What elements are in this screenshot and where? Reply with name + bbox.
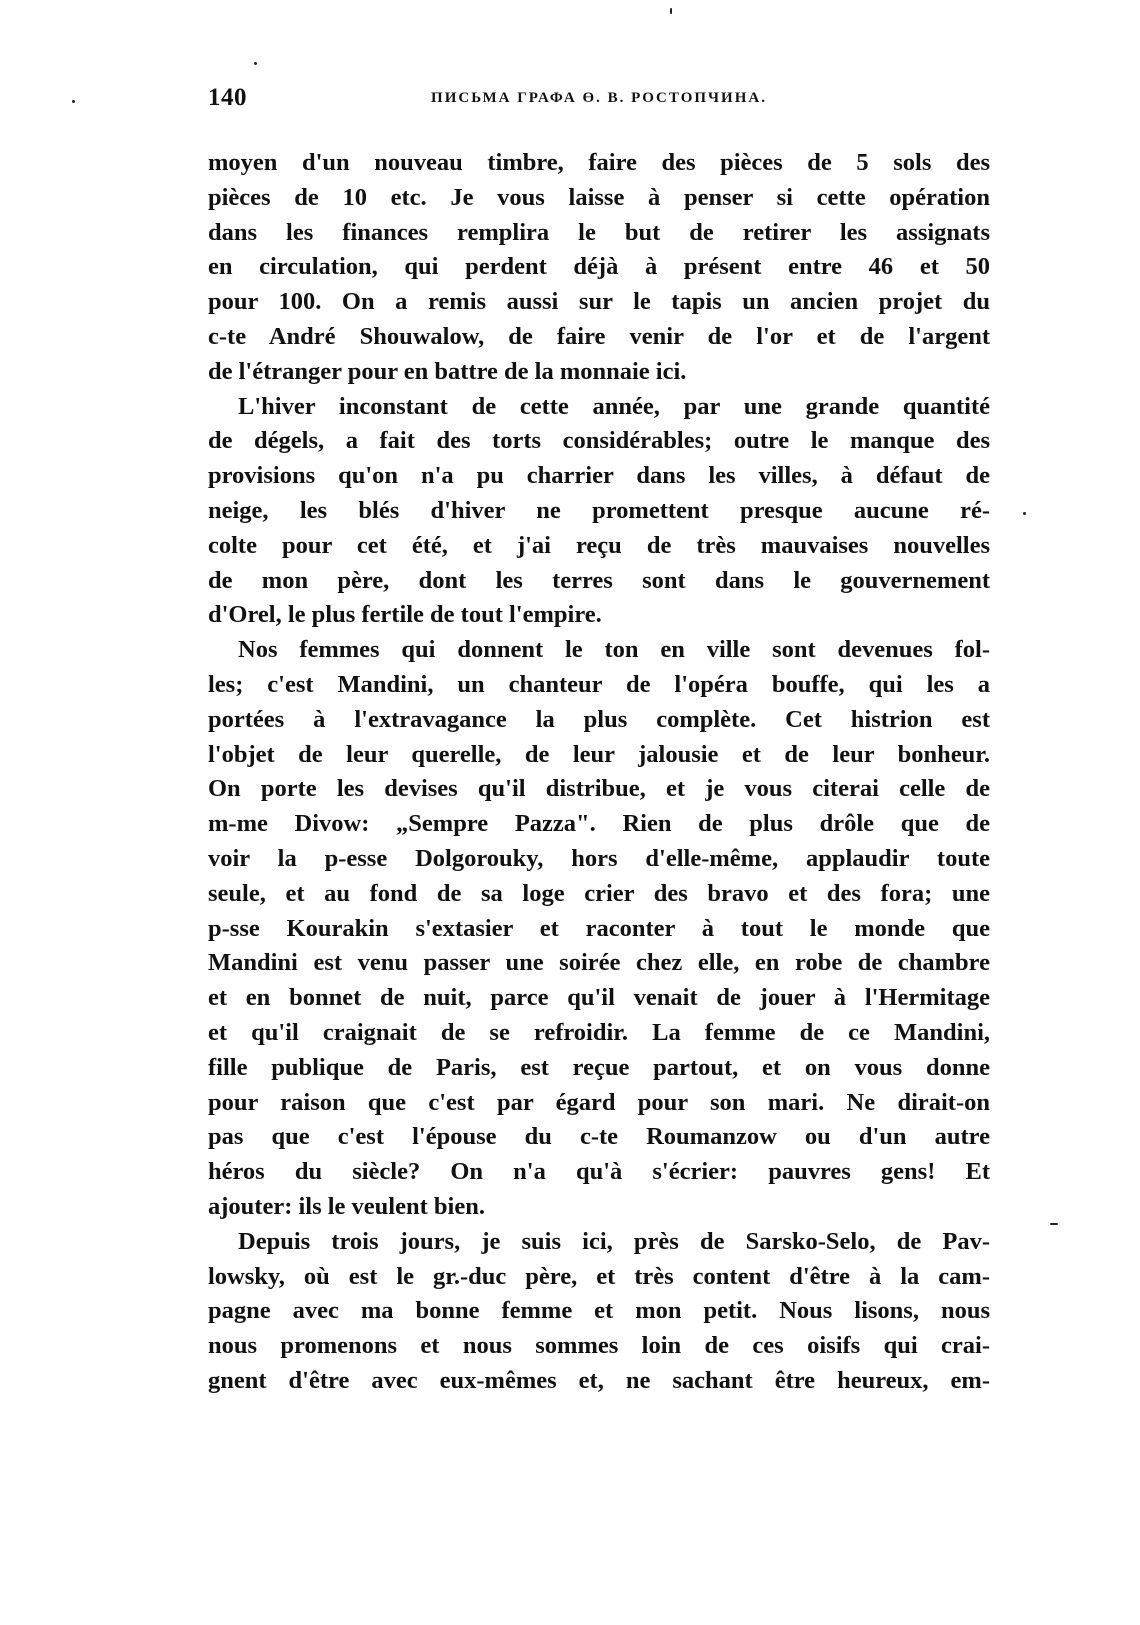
text-line: de dégels, a fait des torts considérables; outre le manque des: [208, 427, 990, 455]
text-line: On porte les devises qu'il distribue, et je vous citerai celle de: [208, 775, 990, 803]
page-number: 140: [208, 84, 247, 111]
paragraph-4: [208, 1225, 990, 1399]
text-line: colte pour cet été, et j'ai reçu de très mauvaises nouvelles: [208, 531, 990, 559]
text-line: et qu'il craignait de se refroidir. La femme de ce Mandini,: [208, 1018, 990, 1046]
text-line: gnent d'être avec eux-mêmes et, ne sachant être heureux, em-: [208, 1366, 990, 1394]
text-line: l'objet de leur querelle, de leur jalousie et de leur bonheur.: [208, 740, 990, 768]
running-title: ПИСЬМА ГРАФА Ө. В. РОСТОПЧИНА.: [431, 90, 767, 106]
text-line: moyen d'un nouveau timbre, faire des pièces de 5 sols des: [208, 149, 990, 176]
text-line: Nos femmes qui donnent le ton en ville sont devenues fol-: [238, 636, 990, 664]
running-head: [208, 84, 990, 118]
text-line: d'Orel, le plus fertile de tout l'empire.: [208, 601, 602, 629]
text-line: c-te André Shouwalow, de faire venir de l'or et de l'argent: [208, 322, 990, 350]
text-line: en circulation, qui perdent déjà à présent entre 46 et 50: [208, 253, 990, 281]
text-line: pour raison que c'est par égard pour son mari. Ne dirait-on: [208, 1088, 990, 1116]
text-line: m-me Divow: „Sempre Pazza". Rien de plus drôle que de: [208, 810, 990, 838]
text-line: voir la p-esse Dolgorouky, hors d'elle-même, applaudir toute: [208, 844, 990, 872]
text-line: p-sse Kourakin s'extasier et raconter à tout le monde que: [208, 914, 990, 942]
text-line: les; c'est Mandini, un chanteur de l'opéra bouffe, qui les a: [208, 670, 990, 698]
text-line: provisions qu'on n'a pu charrier dans les villes, à défaut de: [208, 462, 990, 490]
scan-speck: [254, 62, 257, 65]
text-line: Mandini est venu passer une soirée chez elle, en robe de chambre: [208, 949, 990, 977]
scan-speck: [72, 100, 75, 103]
text-line: nous promenons et nous sommes loin de ces oisifs qui crai-: [208, 1332, 990, 1360]
text-line: pas que c'est l'épouse du c-te Roumanzow ou d'un autre: [208, 1123, 990, 1151]
text-line: L'hiver inconstant de cette année, par une grande quantité: [238, 392, 990, 420]
scan-speck: [1023, 512, 1026, 515]
scan-speck: [670, 8, 672, 14]
text-line: lowsky, où est le gr.-duc père, et très content d'être à la cam-: [208, 1262, 990, 1290]
paragraph-2: [208, 390, 990, 634]
body-text: [208, 146, 990, 1399]
text-line: pour 100. On a remis aussi sur le tapis un ancien projet du: [208, 288, 990, 316]
text-line: de mon père, dont les terres sont dans le gouvernement: [208, 566, 990, 594]
text-line: pièces de 10 etc. Je vous laisse à penser si cette opération: [208, 183, 990, 211]
text-line: héros du siècle? On n'a qu'à s'écrier: pauvres gens! Et: [208, 1158, 990, 1186]
text-line: seule, et au fond de sa loge crier des bravo et des fora; une: [208, 879, 990, 907]
paragraph-1: [208, 146, 990, 390]
text-line: ajouter: ils le veulent bien.: [208, 1192, 485, 1220]
text-line: portées à l'extravagance la plus complète. Cet histrion est: [208, 705, 990, 733]
text-line: et en bonnet de nuit, parce qu'il venait de jouer à l'Hermitage: [208, 984, 990, 1012]
paragraph-3: [208, 633, 990, 1225]
text-line: de l'étranger pour en battre de la monnaie ici.: [208, 357, 687, 385]
text-line: fille publique de Paris, est reçue partout, et on vous donne: [208, 1053, 990, 1081]
text-line: neige, les blés d'hiver ne promettent presque aucune ré-: [208, 496, 990, 524]
text-line: dans les finances remplira le but de retirer les assignats: [208, 218, 990, 246]
scan-speck: [1050, 1223, 1058, 1225]
text-line: Depuis trois jours, je suis ici, près de Sarsko-Selo, de Pav-: [238, 1227, 990, 1255]
text-line: pagne avec ma bonne femme et mon petit. Nous lisons, nous: [208, 1297, 990, 1325]
